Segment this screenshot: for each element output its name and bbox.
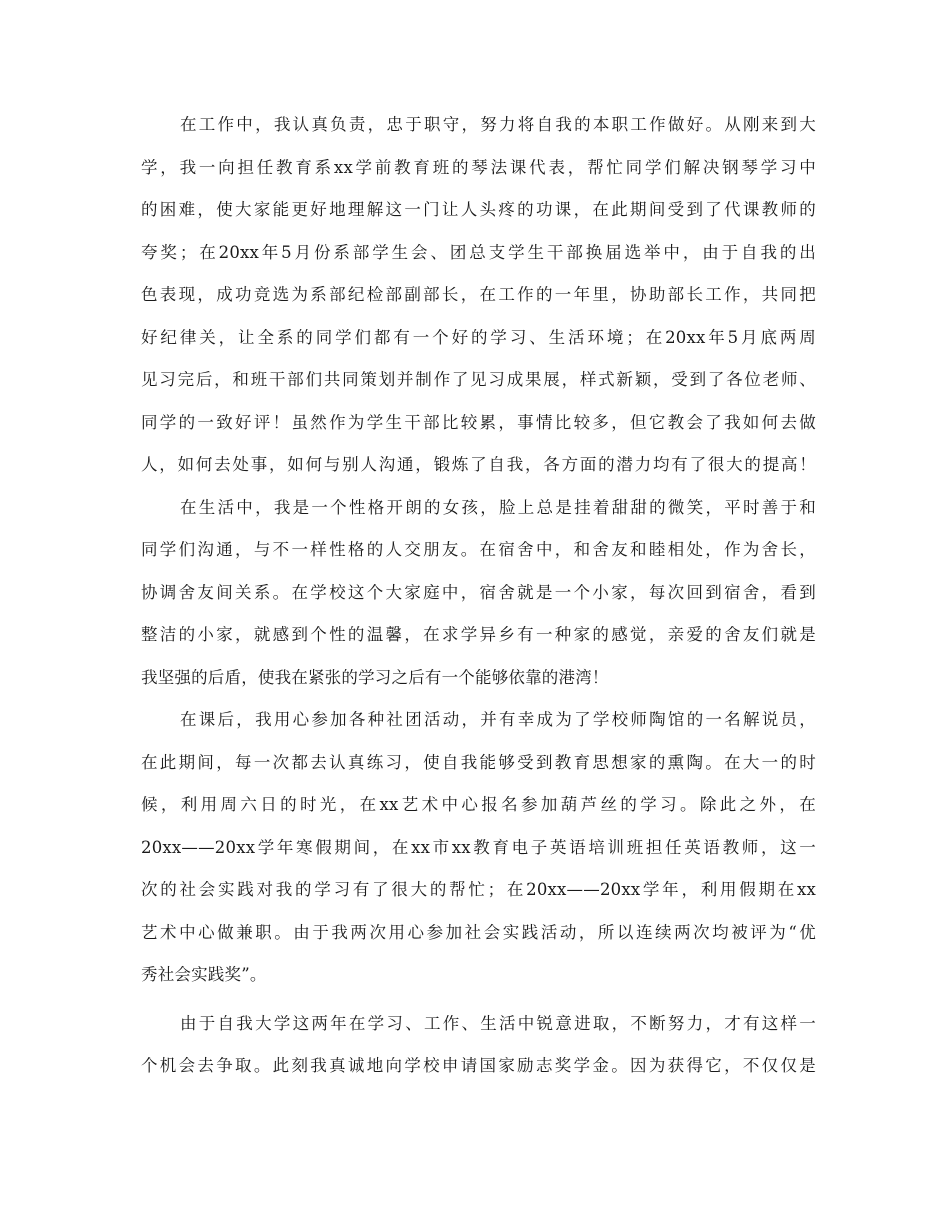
paragraph-1-line-3: 的困难，使大家能更好地理解这一门让人头疼的功课，在此期间受到了代课教师的 — [141, 200, 816, 219]
paragraph-3-line-1: 在课后，我用心参加各种社团活动，并有幸成为了学校师陶馆的一名解说员， — [180, 710, 816, 729]
paragraph-2-line-2: 同学们沟通，与不一样性格的人交朋友。在宿舍中，和舍友和睦相处，作为舍长， — [141, 540, 816, 559]
paragraph-1-line-1: 在工作中，我认真负责，忠于职守，努力将自我的本职工作做好。从刚来到大 — [180, 115, 816, 134]
paragraph-2-line-3: 协调舍友间关系。在学校这个大家庭中，宿舍就是一个小家，每次回到宿舍，看到 — [141, 583, 816, 602]
paragraph-1-line-6: 好纪律关，让全系的同学们都有一个好的学习、生活环境；在20xx年5月底两周 — [141, 328, 816, 347]
paragraph-3-line-3: 候，利用周六日的时光，在xx艺术中心报名参加葫芦丝的学习。除此之外，在 — [141, 795, 816, 814]
paragraph-1-line-4: 夸奖；在20xx年5月份系部学生会、团总支学生干部换届选举中，由于自我的出 — [141, 243, 816, 262]
paragraph-1-line-2: 学，我一向担任教育系xx学前教育班的琴法课代表，帮忙同学们解决钢琴学习中 — [141, 158, 816, 177]
paragraph-2-line-1: 在生活中，我是一个性格开朗的女孩，脸上总是挂着甜甜的微笑，平时善于和 — [180, 498, 816, 517]
paragraph-1-line-7: 见习完后，和班干部们共同策划并制作了见习成果展，样式新颖，受到了各位老师、 — [141, 370, 816, 389]
paragraph-1-line-8: 同学的一致好评！虽然作为学生干部比较累，事情比较多，但它教会了我如何去做 — [141, 413, 816, 432]
paragraph-4-line-2: 个机会去争取。此刻我真诚地向学校申请国家励志奖学金。因为获得它，不仅仅是 — [141, 1056, 816, 1075]
paragraph-3-line-5: 次的社会实践对我的学习有了很大的帮忙；在20xx——20xx学年，利用假期在xx — [141, 880, 816, 899]
paragraph-4-line-1: 由于自我大学这两年在学习、工作、生活中锐意进取，不断努力，才有这样一 — [180, 1014, 816, 1033]
paragraph-3-line-4: 20xx——20xx学年寒假期间，在xx市xx教育电子英语培训班担任英语教师，这一 — [141, 838, 816, 857]
paragraph-3-line-6: 艺术中心做兼职。由于我两次用心参加社会实践活动，所以连续两次均被评为“优 — [141, 923, 816, 942]
paragraph-1-line-9: 人，如何去处事，如何与别人沟通，锻炼了自我，各方面的潜力均有了很大的提高！ — [141, 455, 816, 474]
paragraph-2-line-4: 整洁的小家，就感到个性的温馨，在求学异乡有一种家的感觉，亲爱的舍友们就是 — [141, 625, 816, 644]
paragraph-3-line-7: 秀社会实践奖”。 — [141, 965, 267, 984]
paragraph-1-line-5: 色表现，成功竞选为系部纪检部副部长，在工作的一年里，协助部长工作，共同把 — [141, 285, 816, 304]
paragraph-3-line-2: 在此期间，每一次都去认真练习，使自我能够受到教育思想家的熏陶。在大一的时 — [141, 753, 816, 772]
paragraph-2-line-5: 我坚强的后盾，使我在紧张的学习之后有一个能够依靠的港湾！ — [141, 668, 609, 687]
